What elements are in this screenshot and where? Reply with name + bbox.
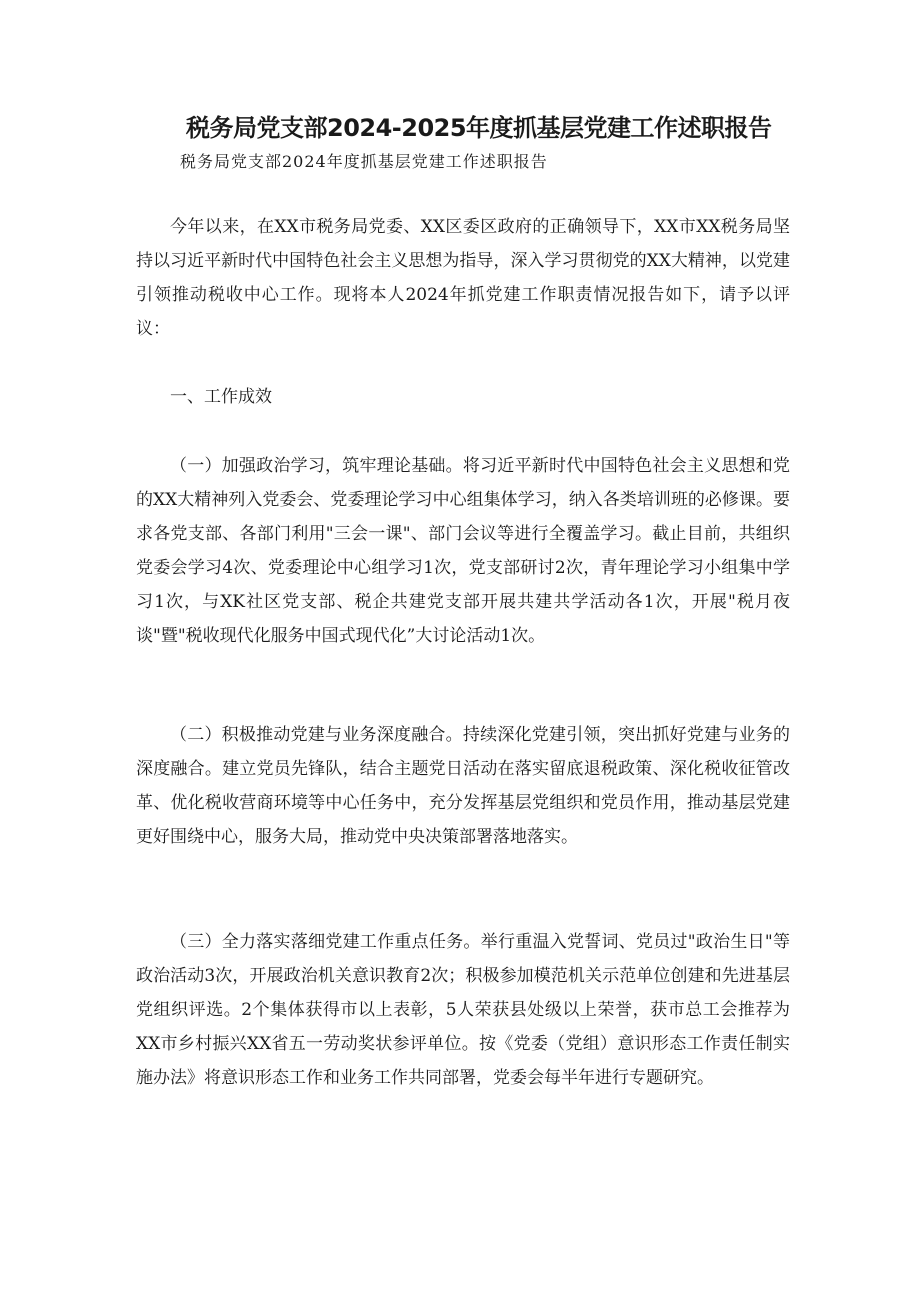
paragraph-party-business-integration: （二）积极推动党建与业务深度融合。持续深化党建引领，突出抓好党建与业务的深度融合。建立党员先锋队，结合主题党日活动在落实留底退税政策、深化税收征管改革、优化税收营商环境等中心任务中，充分发挥基层党组织和党员作用，推动基层党建更好围绕中心，服务大局，推动党中央决策部署落地落实。	[136, 725, 790, 847]
section-heading-achievements: 一、工作成效	[170, 387, 272, 407]
document-title: 税务局党支部2024-2025年度抓基层党建工作述职报告	[186, 114, 772, 142]
intro-paragraph: 今年以来，在XX市税务局党委、XX区委区政府的正确领导下，XX市XX税务局坚持以习近平新时代中国特色社会主义思想为指导，深入学习贯彻党的XX大精神，以党建引领推动税收中心工作。现将本人2024年抓党建工作职责情况报告如下，请予以评议：	[136, 217, 790, 339]
paragraph-key-tasks: （三）全力落实落细党建工作重点任务。举行重温入党誓词、党员过"政治生日"等政治活动3次，开展政治机关意识教育2次；积极参加模范机关示范单位创建和先进基层党组织评选。2个集体获得市以上表彰，5人荣获县处级以上荣誉，获市总工会推荐为XX市乡村振兴XX省五一劳动奖状参评单位。按《党委（党组）意识形态工作责任制实施办法》将意识形态工作和业务工作共同部署，党委会每半年进行专题研究。	[136, 932, 790, 1088]
paragraph-political-study: （一）加强政治学习，筑牢理论基础。将习近平新时代中国特色社会主义思想和党的XX大精神列入党委会、党委理论学习中心组集体学习，纳入各类培训班的必修课。要求各党支部、各部门利用"三会一课"、部门会议等进行全覆盖学习。截止目前，共组织党委会学习4次、党委理论中心组学习1次，党支部研讨2次，青年理论学习小组集中学习1次，与XK社区党支部、税企共建党支部开展共建共学活动各1次，开展"税月夜谈"暨"税收现代化服务中国式现代化”大讨论活动1次。	[136, 456, 790, 646]
document-subtitle: 税务局党支部2024年度抓基层党建工作述职报告	[180, 152, 548, 171]
